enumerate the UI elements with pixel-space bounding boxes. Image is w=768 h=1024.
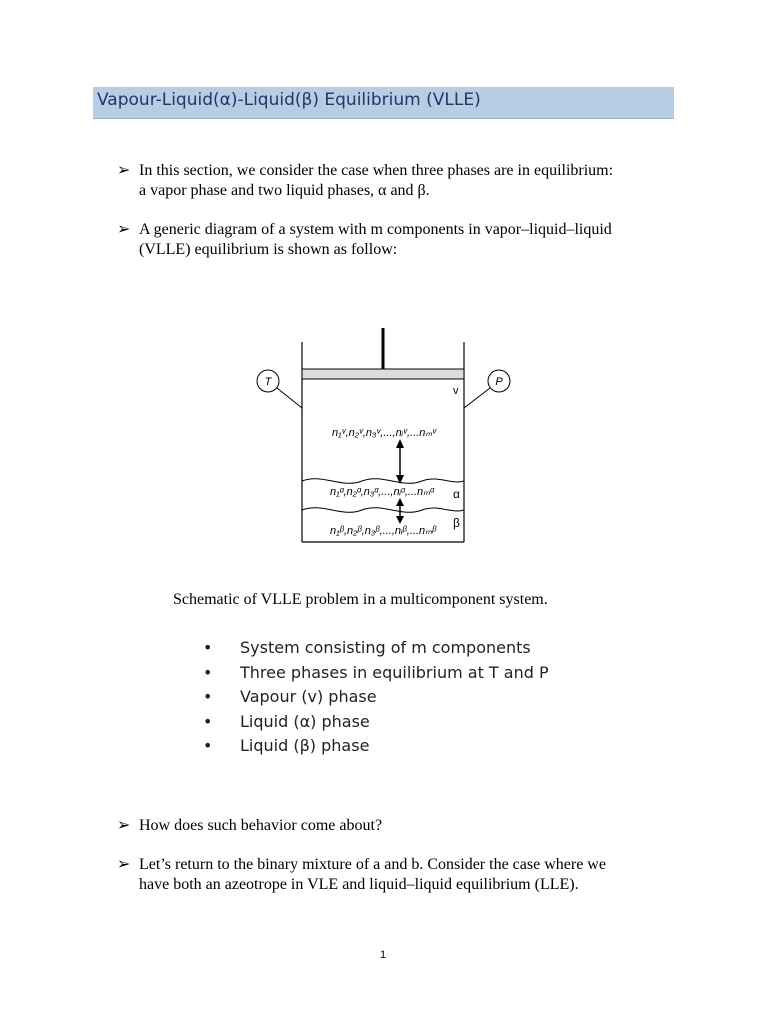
bullet-question-line1: How does such behavior come about? (139, 817, 383, 834)
bullet-dot-icon: • (203, 638, 213, 657)
bullet-binary-line2: have both an azeotrope in VLE and liquid–liquid equilibrium (LLE). (139, 876, 579, 893)
bullet-dot-icon: • (203, 662, 213, 682)
alpha-phase-label: α (453, 487, 460, 501)
arrow-bullet-icon: ➢ (117, 817, 131, 834)
arrow-bullet-icon: ➢ (117, 162, 131, 179)
page-number: 1 (380, 949, 387, 961)
vapor-phase-label: v (453, 385, 459, 397)
vapor-mole-numbers: n₁ᵛ,n₂ᵛ,n₃ᵛ,...,nᵢᵛ,...nₘᵛ (332, 427, 437, 439)
alpha-mole-numbers: n₁ᵅ,n₂ᵅ,n₃ᵅ,...,nᵢᵅ,...nₘᵅ (330, 486, 434, 498)
bullet-generic-line1: A generic diagram of a system with m components in vapor–liquid–liquid (139, 221, 612, 238)
section-title-bar (93, 87, 674, 119)
beta-mole-numbers: n₁ᵝ,n₂ᵝ,n₃ᵝ,...,nᵢᵝ,...nₘᵝ (330, 525, 437, 537)
bullet-dot-icon: • (203, 736, 213, 755)
section-title: Vapour-Liquid(α)-Liquid(β) Equilibrium (VLLE) (97, 90, 481, 110)
figure-caption: Schematic of VLLE problem in a multicomponent system. (173, 591, 548, 608)
arrow-bullet-icon: ➢ (117, 221, 131, 238)
beta-phase-label: β (453, 516, 460, 530)
bullet-generic-line2: (VLLE) equilibrium is shown as follow: (139, 241, 398, 258)
arrow-bullet-icon: ➢ (117, 856, 131, 873)
bullet-intro-line1: In this section, we consider the case when three phases are in equilibrium: (139, 162, 614, 179)
bullet-intro-line2: a vapor phase and two liquid phases, α and β. (139, 182, 430, 199)
pressure-label: P (495, 376, 503, 388)
bullet-dot-icon: • (203, 687, 213, 706)
bullet-dot-icon: • (203, 711, 213, 731)
vlle-schematic (250, 320, 520, 550)
bullet-binary-line1: Let’s return to the binary mixture of a and b. Consider the case where we (139, 856, 606, 873)
temperature-label: T (264, 376, 272, 388)
